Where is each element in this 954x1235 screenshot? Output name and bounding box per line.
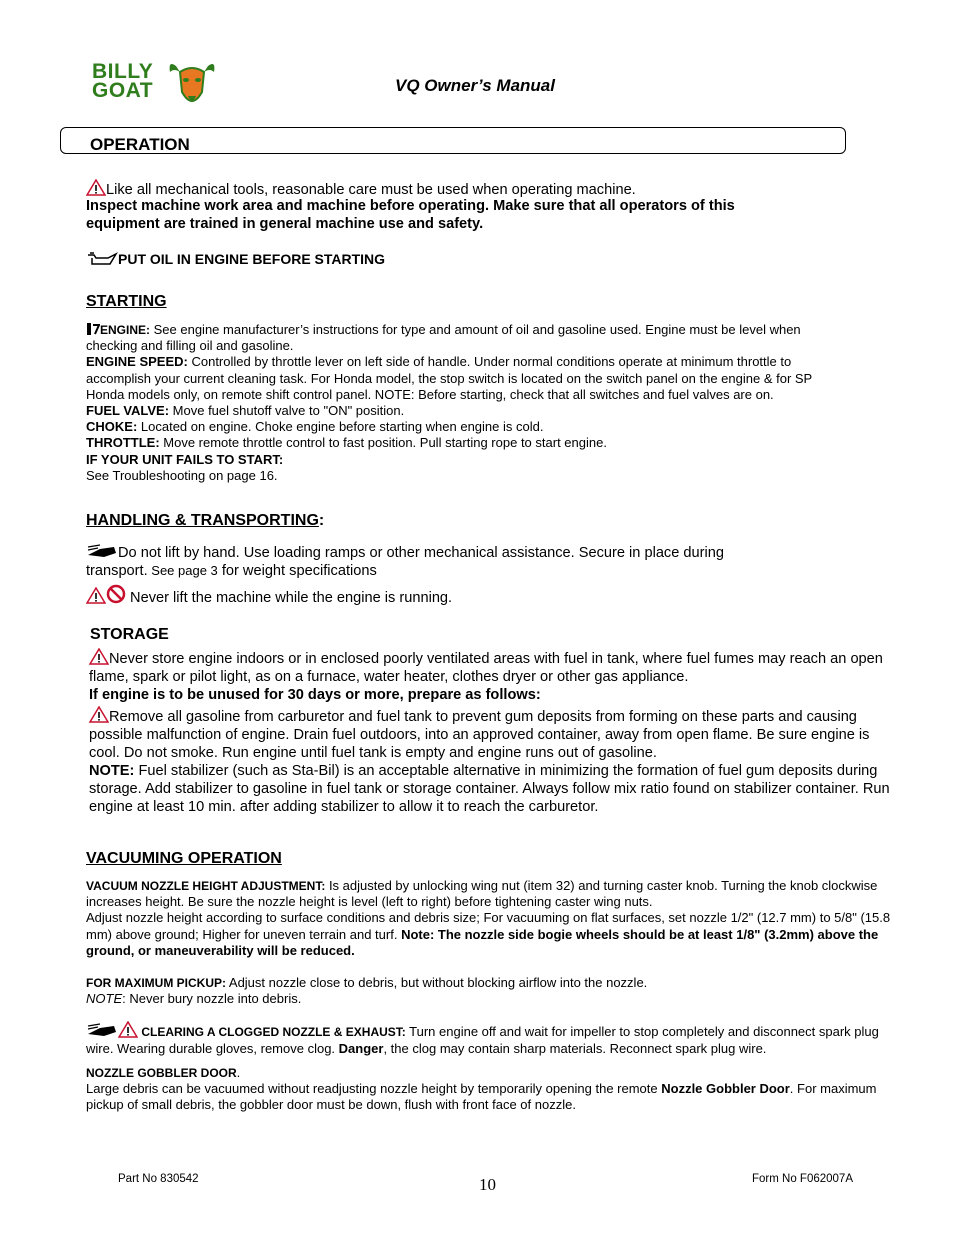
throttle-label: THROTTLE: — [86, 435, 160, 451]
handling-title — [86, 512, 324, 530]
clog-text-2: , the clog may contain sharp materials. Reconnect spark plug wire. — [383, 1040, 767, 1056]
gobbler-text-1: Large debris can be vacuumed without readjusting nozzle height by temporarily opening the remote — [86, 1081, 662, 1097]
throttle-text: Move remote throttle control to fast position. Pull starting rope to start engine. — [159, 435, 607, 451]
hand-no-lift-icon — [86, 543, 118, 559]
storage-title: STORAGE — [90, 626, 169, 643]
gobbler-text-2: . For maximum pickup of small debris, the gobbler door must be down, flush with front face of nozzle. — [86, 1081, 877, 1113]
warning-triangle-icon — [118, 1021, 138, 1038]
storage-paragraph-1 — [89, 648, 894, 686]
oil-note-text: PUT OIL IN ENGINE BEFORE STARTING — [118, 251, 386, 267]
gobbler-heading — [86, 1065, 894, 1081]
troubleshooting-reference: See Troubleshooting on page 16. — [86, 467, 278, 483]
warning-triangle-icon — [86, 587, 106, 604]
clog-text-1: Turn engine off and wait for impeller to stop completely and disconnect spark plug wire. Wearing durable gloves, remove clog. — [86, 1024, 879, 1056]
choke-label: CHOKE: — [86, 419, 138, 435]
page-number: 10 — [479, 1175, 496, 1194]
engine-speed-paragraph — [86, 354, 831, 403]
gobbler-door-bold: Nozzle Gobbler Door — [661, 1081, 790, 1097]
starting-title: STARTING — [86, 293, 167, 310]
oil-can-icon — [86, 252, 118, 266]
handling-transport-text: transport. — [86, 563, 148, 579]
engine-text: See engine manufacturer’s instructions for type and amount of oil and gasoline used. Engine must be level when checking and filling oil and gasoline. — [86, 322, 801, 354]
handling-title-text: HANDLING & TRANSPORTING — [86, 512, 319, 529]
warning-triangle-icon — [89, 648, 109, 665]
operation-warning — [86, 179, 806, 199]
handling-line-3 — [86, 584, 846, 607]
storage-note-label: NOTE: — [89, 763, 135, 779]
engine-speed-text: Controlled by throttle lever on left side of handle. Under normal conditions operate at minimum throttle to accomplish your current cleaning task. For Honda model, the stop switch is located on the switch panel on the engine & for SP Honda models only, on remote shift control panel. NOTE: Before starting, check that all switches and fuel valves are on. — [86, 354, 812, 402]
handling-line-1 — [86, 543, 846, 562]
nozzle-height-label: VACUUM NOZZLE HEIGHT ADJUSTMENT: — [86, 879, 326, 893]
manual-title: VQ Owner’s Manual — [395, 76, 555, 95]
logo-wordmark — [92, 62, 153, 100]
handling-line-3-text: Never lift the machine while the engine is running. — [126, 590, 453, 606]
max-pickup-paragraph — [86, 975, 894, 991]
storage-paragraph-3 — [89, 706, 894, 762]
choke-paragraph — [86, 419, 831, 435]
throttle-paragraph — [86, 435, 831, 451]
engine-label: ENGINE: — [100, 323, 151, 337]
fuel-valve-text: Move fuel shutoff valve to "ON" position. — [169, 403, 405, 419]
form-number: Form No F062007A — [752, 1173, 853, 1185]
prohibited-icon — [106, 584, 126, 604]
storage-unused-heading: If engine is to be unused for 30 days or more, prepare as follows: — [89, 687, 541, 703]
nozzle-height-paragraph — [86, 878, 894, 910]
engine-warning-icon — [86, 322, 100, 336]
max-pickup-text: Adjust nozzle close to debris, but without blocking airflow into the nozzle. — [226, 975, 648, 991]
clog-label: CLEARING A CLOGGED NOZZLE & EXHAUST: — [138, 1025, 406, 1040]
vacuuming-body — [86, 878, 894, 1113]
gobbler-label: NOZZLE GOBBLER DOOR — [86, 1065, 237, 1080]
starting-body — [86, 322, 831, 484]
part-number: Part No 830542 — [118, 1173, 199, 1185]
handling-body — [86, 543, 846, 607]
danger-word: Danger — [338, 1040, 384, 1056]
nozzle-height-text: Is adjusted by unlocking wing nut (item 32) and turning caster knob. Turning the knob clockwise increases height. Be sure the nozzle height is level (left to right) before tightening caster wing nuts. — [86, 878, 878, 910]
warning-triangle-icon — [86, 179, 106, 196]
billy-goat-logo — [92, 58, 220, 112]
oil-note — [86, 251, 385, 267]
handling-title-colon: : — [318, 512, 325, 529]
weight-spec-text: for weight specifications — [217, 563, 377, 579]
clog-paragraph — [86, 1021, 894, 1056]
gobbler-paragraph — [86, 1081, 894, 1113]
handling-line-1-text: Do not lift by hand. Use loading ramps or other mechanical assistance. Secure in place during — [118, 545, 724, 561]
storage-body — [89, 648, 894, 816]
fails-to-start-label: IF YOUR UNIT FAILS TO START: — [86, 451, 284, 467]
adjust-paragraph — [86, 910, 894, 959]
handling-line-2 — [86, 562, 846, 580]
logo-line-1: BILLY — [92, 60, 154, 83]
engine-paragraph — [86, 322, 831, 354]
storage-note — [89, 762, 894, 816]
storage-note-text: Fuel stabilizer (such as Sta-Bil) is an acceptable alternative in minimizing the formation of fuel gum deposits during storage. Add stabilizer to gasoline in fuel tank or storage container. Always follow mix ratio found on stabilizer container. Run engine at least 10 min. after adding stabilizer to allow it to reach the carburetor. — [89, 763, 890, 815]
engine-speed-label: ENGINE SPEED: — [86, 354, 188, 370]
choke-text: Located on engine. Choke engine before starting when engine is cold. — [137, 419, 544, 435]
fuel-valve-label: FUEL VALVE: — [86, 403, 170, 419]
bogie-wheel-note: Note: The nozzle side bogie wheels should be at least 1/8" (3.2mm) above the ground, or maneuverability will be reduced. — [86, 926, 879, 958]
adjust-text: Adjust nozzle height according to surface conditions and debris size; For vacuuming on flat surfaces, set nozzle 1/2" (12.7 mm) to 5/8" (15.8 mm) above ground; Higher for uneven terrain and turf. — [86, 910, 891, 942]
storage-paragraph-1-text: Never store engine indoors or in enclosed poorly ventilated areas with fuel in tank, where fuel fumes may reach an open flame, spark or pilot light, as on a furnace, water heater, clothes dryer or other gas appliance. — [89, 651, 883, 685]
operation-warning-text: Like all mechanical tools, reasonable care must be used when operating machine. — [106, 182, 636, 198]
warning-triangle-icon — [89, 706, 109, 723]
logo-line-2: GOAT — [92, 79, 154, 102]
hand-no-lift-icon — [86, 1022, 118, 1038]
vacuuming-title: VACUUMING OPERATION — [86, 850, 282, 867]
operation-title: OPERATION — [90, 135, 190, 154]
see-page-reference: See page 3 — [147, 563, 218, 578]
fuel-valve-paragraph — [86, 403, 831, 419]
max-pickup-label: FOR MAXIMUM PICKUP: — [86, 976, 226, 991]
bury-note-text: : Never bury nozzle into debris. — [122, 991, 302, 1007]
storage-paragraph-3-text: Remove all gasoline from carburetor and fuel tank to prevent gum deposits from forming on these parts and causing possible malfunction of engine. Drain fuel outdoors, into an approved container, away from open flame. Be sure engine is cool. Do not smoke. Run engine until fuel tank is empty and engine runs out of gasoline. — [89, 709, 870, 761]
bury-note-label: NOTE — [86, 991, 123, 1007]
goat-head-icon — [166, 58, 218, 112]
inspect-text: Inspect machine work area and machine before operating. Make sure that all operators of this equipment are trained in general machine use and safety. — [86, 198, 735, 232]
bury-note — [86, 991, 894, 1007]
gobbler-dot: . — [236, 1064, 241, 1080]
